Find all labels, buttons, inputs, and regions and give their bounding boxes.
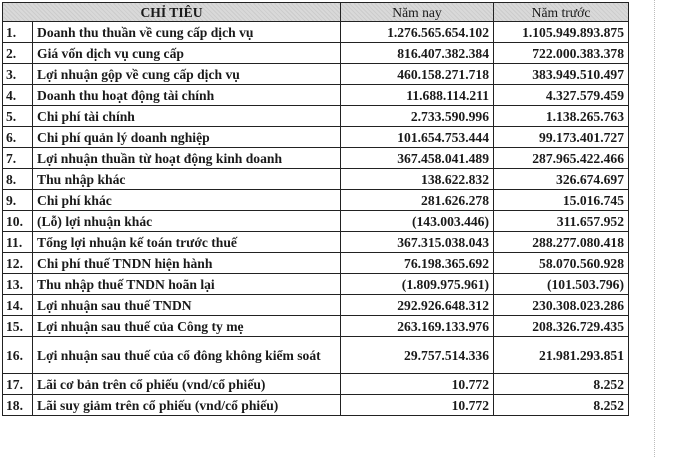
row-previous-value: 311.657.952 [494, 211, 629, 232]
row-previous-value: 326.674.697 [494, 169, 629, 190]
row-previous-value: 21.981.293.851 [494, 337, 629, 374]
row-previous-value: 99.173.401.727 [494, 127, 629, 148]
row-label: Thu nhập thuế TNDN hoãn lại [33, 274, 341, 295]
table-row [3, 64, 629, 85]
row-previous-value: (101.503.796) [494, 274, 629, 295]
row-number: 12. [3, 253, 33, 274]
table-row [3, 127, 629, 148]
row-label: Chi phí thuế TNDN hiện hành [33, 253, 341, 274]
row-number: 4. [3, 85, 33, 106]
row-current-value: (143.003.446) [341, 211, 494, 232]
table-row [3, 169, 629, 190]
row-current-value: 263.169.133.976 [341, 316, 494, 337]
row-label: Lợi nhuận sau thuế của cổ đông không kiểm soát [33, 337, 341, 374]
row-previous-value: 8.252 [494, 395, 629, 416]
table-row [3, 85, 629, 106]
row-current-value: 29.757.514.336 [341, 337, 494, 374]
row-current-value: 2.733.590.996 [341, 106, 494, 127]
row-current-value: 11.688.114.211 [341, 85, 494, 106]
row-current-value: 281.626.278 [341, 190, 494, 211]
table-row [3, 148, 629, 169]
row-number: 8. [3, 169, 33, 190]
row-number: 2. [3, 43, 33, 64]
row-label: Chi phí khác [33, 190, 341, 211]
row-previous-value: 1.138.265.763 [494, 106, 629, 127]
row-label: Giá vốn dịch vụ cung cấp [33, 43, 341, 64]
row-number: 10. [3, 211, 33, 232]
row-previous-value: 208.326.729.435 [494, 316, 629, 337]
row-previous-value: 58.070.560.928 [494, 253, 629, 274]
row-previous-value: 287.965.422.466 [494, 148, 629, 169]
row-number: 14. [3, 295, 33, 316]
row-current-value: 10.772 [341, 374, 494, 395]
row-label: Chi phí tài chính [33, 106, 341, 127]
income-statement-table [2, 2, 629, 416]
table-row [3, 22, 629, 43]
row-label: Doanh thu hoạt động tài chính [33, 85, 341, 106]
row-number: 17. [3, 374, 33, 395]
row-previous-value: 8.252 [494, 374, 629, 395]
row-current-value: 10.772 [341, 395, 494, 416]
table-row [3, 274, 629, 295]
row-number: 9. [3, 190, 33, 211]
row-label: Lợi nhuận gộp về cung cấp dịch vụ [33, 64, 341, 85]
header-previous-year: Năm trước [494, 3, 629, 22]
row-number: 15. [3, 316, 33, 337]
row-current-value: 816.407.382.384 [341, 43, 494, 64]
row-current-value: 367.458.041.489 [341, 148, 494, 169]
row-previous-value: 288.277.080.418 [494, 232, 629, 253]
row-current-value: (1.809.975.961) [341, 274, 494, 295]
row-label: Lợi nhuận thuần từ hoạt động kinh doanh [33, 148, 341, 169]
page-edge-guide [654, 0, 656, 457]
table-row [3, 374, 629, 395]
row-number: 1. [3, 22, 33, 43]
row-number: 16. [3, 337, 33, 374]
row-label: Lãi suy giảm trên cổ phiếu (vnd/cổ phiếu) [33, 395, 341, 416]
row-current-value: 76.198.365.692 [341, 253, 494, 274]
row-current-value: 1.276.565.654.102 [341, 22, 494, 43]
table-row [3, 211, 629, 232]
row-previous-value: 1.105.949.893.875 [494, 22, 629, 43]
row-previous-value: 15.016.745 [494, 190, 629, 211]
row-number: 18. [3, 395, 33, 416]
table-row [3, 316, 629, 337]
row-previous-value: 722.000.383.378 [494, 43, 629, 64]
row-label: Lợi nhuận sau thuế TNDN [33, 295, 341, 316]
table-row [3, 337, 629, 374]
row-label: Lợi nhuận sau thuế của Công ty mẹ [33, 316, 341, 337]
row-number: 6. [3, 127, 33, 148]
table-row [3, 295, 629, 316]
row-current-value: 367.315.038.043 [341, 232, 494, 253]
table-row [3, 190, 629, 211]
row-previous-value: 383.949.510.497 [494, 64, 629, 85]
header-row [3, 3, 629, 22]
row-label: Doanh thu thuần về cung cấp dịch vụ [33, 22, 341, 43]
table-row [3, 43, 629, 64]
row-current-value: 460.158.271.718 [341, 64, 494, 85]
table-row [3, 253, 629, 274]
header-criteria: CHỈ TIÊU [3, 3, 341, 22]
table-row [3, 232, 629, 253]
row-label: Lãi cơ bản trên cổ phiếu (vnd/cổ phiếu) [33, 374, 341, 395]
row-current-value: 101.654.753.444 [341, 127, 494, 148]
row-current-value: 292.926.648.312 [341, 295, 494, 316]
row-number: 13. [3, 274, 33, 295]
row-number: 5. [3, 106, 33, 127]
row-label: Chi phí quản lý doanh nghiệp [33, 127, 341, 148]
table-row [3, 106, 629, 127]
row-previous-value: 4.327.579.459 [494, 85, 629, 106]
row-label: Thu nhập khác [33, 169, 341, 190]
row-label: Tổng lợi nhuận kế toán trước thuế [33, 232, 341, 253]
table-row [3, 395, 629, 416]
row-number: 3. [3, 64, 33, 85]
row-label: (Lỗ) lợi nhuận khác [33, 211, 341, 232]
header-current-year: Năm nay [341, 3, 494, 22]
row-current-value: 138.622.832 [341, 169, 494, 190]
row-previous-value: 230.308.023.286 [494, 295, 629, 316]
row-number: 11. [3, 232, 33, 253]
row-number: 7. [3, 148, 33, 169]
financial-table [2, 2, 629, 416]
